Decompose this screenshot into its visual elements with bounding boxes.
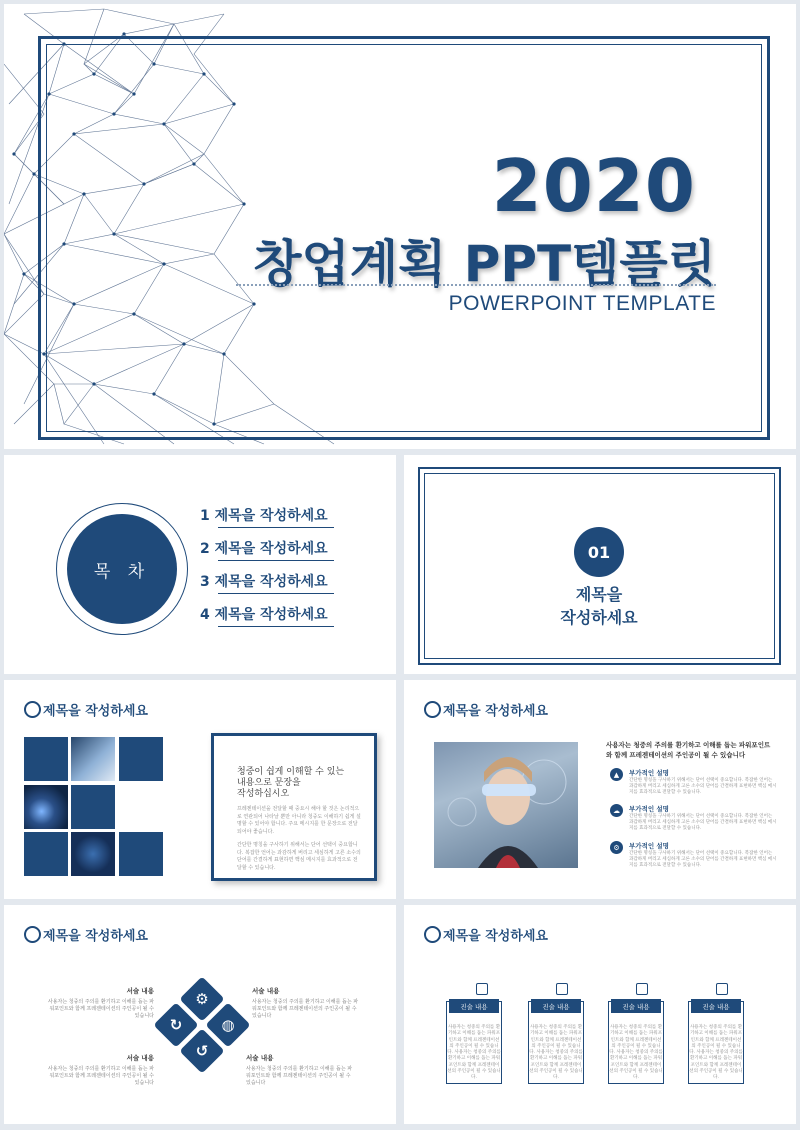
cycle-icon: ↺ xyxy=(195,1042,209,1060)
grid-tile xyxy=(119,832,163,876)
toc-item-text: 1 제목을 작성하세요 xyxy=(200,508,328,524)
description-body: 사용자는 청중의 주의를 환기하고 이해를 돕는 파워포인트와 함께 프레젠테이션의 주인공이 될 수 있습니다 xyxy=(47,999,154,1019)
grid-tile xyxy=(71,785,115,829)
grid-photo-building xyxy=(71,737,115,781)
text-card xyxy=(211,733,377,881)
heading-ring-icon xyxy=(24,926,41,943)
section-number: 01 xyxy=(574,527,624,577)
refresh-icon: ↻ xyxy=(169,1016,183,1034)
toc-label: 목 차 xyxy=(67,514,177,624)
card-body: 간단한 명칭을 구사하기 위해서는 단어 선택이 중요합니다. 복잡한 언어는 과감하게 버리고 세심하게 고른 소수의 단어를 간결하게 표현하면 핵심 메시지를 효과적으로 전달할 수 있습니다. xyxy=(237,842,361,871)
description-body: 사용자는 청중의 주의를 환기하고 이해를 돕는 파워포인트와 함께 프레젠테이션의 주인공이 될 수 있습니다 xyxy=(246,1066,353,1086)
slide-heading xyxy=(24,700,148,719)
column-text: 사용자는 청중의 주의를 환기하고 이해를 돕는 파워포인트와 함께 프레젠테이션의 주인공이 될 수 있습니다. 사용자는 청중의 주의를 환기하고 이해를 돕는 파워포인트와 함께 프레젠테이션의 주인공이 될 수 있습니다. xyxy=(529,1025,583,1081)
toc-item[interactable] xyxy=(200,505,334,538)
toc-item-text: 4 제목을 작성하세요 xyxy=(200,607,328,623)
grid-photo-globe xyxy=(24,785,68,829)
grid-tile xyxy=(24,737,68,781)
toc-underline xyxy=(218,527,334,528)
toc-item-text: 3 제목을 작성하세요 xyxy=(200,574,328,590)
heading-ring-icon xyxy=(424,926,441,943)
card-title: 청중이 쉽게 이해할 수 있는 내용으로 문장을 작성하십시오 xyxy=(237,767,345,799)
content-slide-diamond[interactable] xyxy=(4,905,396,1124)
feature-title: 부가적인 설명 xyxy=(629,769,669,777)
gear-icon: ⚙ xyxy=(195,990,209,1008)
cover-subtitle: POWERPOINT TEMPLATE xyxy=(448,292,716,315)
slide-heading-text: 제목을 작성하세요 xyxy=(443,929,548,944)
toc-underline xyxy=(218,593,334,594)
title-divider xyxy=(236,284,716,286)
section-slide[interactable] xyxy=(404,455,796,674)
description-block xyxy=(44,986,154,1020)
description-title: 서술 내용 xyxy=(246,1054,274,1062)
toc-underline xyxy=(218,560,334,561)
cover-title: 창업계획 PPT템플릿 xyxy=(253,235,716,293)
slide-heading xyxy=(424,700,548,719)
cloud-icon: ☁ xyxy=(610,804,623,817)
column-text: 사용자는 청중의 주의를 환기하고 이해를 돕는 파워포인트와 함께 프레젠테이션의 주인공이 될 수 있습니다. 사용자는 청중의 주의를 환기하고 이해를 돕는 파워포인트와 함께 프레젠테이션의 주인공이 될 수 있습니다. xyxy=(689,1025,743,1081)
content-slide-vr[interactable] xyxy=(404,680,796,899)
description-block xyxy=(246,1053,356,1087)
document-icon xyxy=(476,983,488,995)
section-title-line1: 제목을 xyxy=(575,585,623,604)
description-block xyxy=(44,1053,154,1087)
toc-item[interactable] xyxy=(200,538,334,571)
globe-icon: ◍ xyxy=(221,1016,235,1034)
feature-title: 부가적인 설명 xyxy=(629,842,669,850)
column-label: 진술 내용 xyxy=(531,999,581,1013)
column-label: 진술 내용 xyxy=(691,999,741,1013)
cover-slide[interactable] xyxy=(4,4,796,449)
heading-ring-icon xyxy=(24,701,41,718)
description-block xyxy=(252,986,362,1020)
slide-heading xyxy=(424,925,548,944)
column-text: 사용자는 청중의 주의를 환기하고 이해를 돕는 파워포인트와 함께 프레젠테이션의 주인공이 될 수 있습니다. 사용자는 청중의 주의를 환기하고 이해를 돕는 파워포인트와 함께 프레젠테이션의 주인공이 될 수 있습니다. xyxy=(447,1025,501,1081)
book-icon xyxy=(716,983,728,995)
section-title-line2: 작성하세요 xyxy=(560,608,638,627)
content-slide-grid[interactable] xyxy=(4,680,396,899)
rocket-icon: ▲ xyxy=(610,768,623,781)
feature-body: 간단한 명칭을 구사하기 위해서는 단어 선택이 중요합니다. 복잡한 언어는 과감하게 버리고 세심하게 고른 소수의 단어를 간결하게 표현하면 핵심 메시지를 효과적으로 전달할 수 있습니다. xyxy=(629,851,777,868)
cover-year: 2020 xyxy=(491,144,696,228)
content-slide-columns[interactable] xyxy=(404,905,796,1124)
vr-woman-photo xyxy=(434,742,578,868)
description-title: 서술 내용 xyxy=(126,1054,154,1062)
toc-item[interactable] xyxy=(200,571,334,604)
grid-photo-circuit xyxy=(71,832,115,876)
column-label: 진술 내용 xyxy=(449,999,499,1013)
feature-title: 부가적인 설명 xyxy=(629,805,669,813)
toc-underline xyxy=(218,626,334,627)
toc-list xyxy=(200,505,334,637)
column-text: 사용자는 청중의 주의를 환기하고 이해를 돕는 파워포인트와 함께 프레젠테이션의 주인공이 될 수 있습니다. 사용자는 청중의 주의를 환기하고 이해를 돕는 파워포인트와 함께 프레젠테이션의 주인공이 될 수 있습니다. xyxy=(609,1025,663,1081)
feature-body: 간단한 명칭을 구사하기 위해서는 단어 선택이 중요합니다. 복잡한 언어는 과감하게 버리고 세심하게 고른 소수의 단어를 간결하게 표현하면 핵심 메시지를 효과적으로 전달할 수 있습니다. xyxy=(629,814,777,831)
slide-heading-text: 제목을 작성하세요 xyxy=(443,704,548,719)
toc-item-text: 2 제목을 작성하세요 xyxy=(200,541,328,557)
slide-heading-text: 제목을 작성하세요 xyxy=(43,704,148,719)
description-body: 사용자는 청중의 주의를 환기하고 이해를 돕는 파워포인트와 함께 프레젠테이션의 주인공이 될 수 있습니다 xyxy=(252,999,359,1019)
monitor-icon xyxy=(556,983,568,995)
slide-heading xyxy=(24,925,148,944)
vr-intro-text: 사용자는 청중의 주의를 환기하고 이해를 돕는 파워포인트와 함께 프레젠테이션의 주인공이 될 수 있습니다 xyxy=(606,741,771,759)
column-label: 진술 내용 xyxy=(611,999,661,1013)
toc-slide[interactable] xyxy=(4,455,396,674)
tv-icon xyxy=(636,983,648,995)
grid-tile xyxy=(119,737,163,781)
feature-body: 간단한 명칭을 구사하기 위해서는 단어 선택이 중요합니다. 복잡한 언어는 과감하게 버리고 세심하게 고른 소수의 단어를 간결하게 표현하면 핵심 메시지를 효과적으로 전달할 수 있습니다. xyxy=(629,778,777,795)
heading-ring-icon xyxy=(424,701,441,718)
slide-heading-text: 제목을 작성하세요 xyxy=(43,929,148,944)
description-title: 서술 내용 xyxy=(252,987,280,995)
description-title: 서술 내용 xyxy=(126,987,154,995)
card-body: 프레젠테이션을 전달할 때 중요시 해야 할 것은 논리적으로 연관되어 나타날 뿐만 아니라 청중도 이해하기 쉽게 설명할 수 있어야 합니다. 주요 메시지를 한 문장으로 전달되어야 좋습니다. xyxy=(237,806,361,835)
description-body: 사용자는 청중의 주의를 환기하고 이해를 돕는 파워포인트와 함께 프레젠테이션의 주인공이 될 수 있습니다 xyxy=(47,1066,154,1086)
grid-tile xyxy=(24,832,68,876)
toc-item[interactable] xyxy=(200,604,334,637)
gear-icon: ⚙ xyxy=(610,841,623,854)
